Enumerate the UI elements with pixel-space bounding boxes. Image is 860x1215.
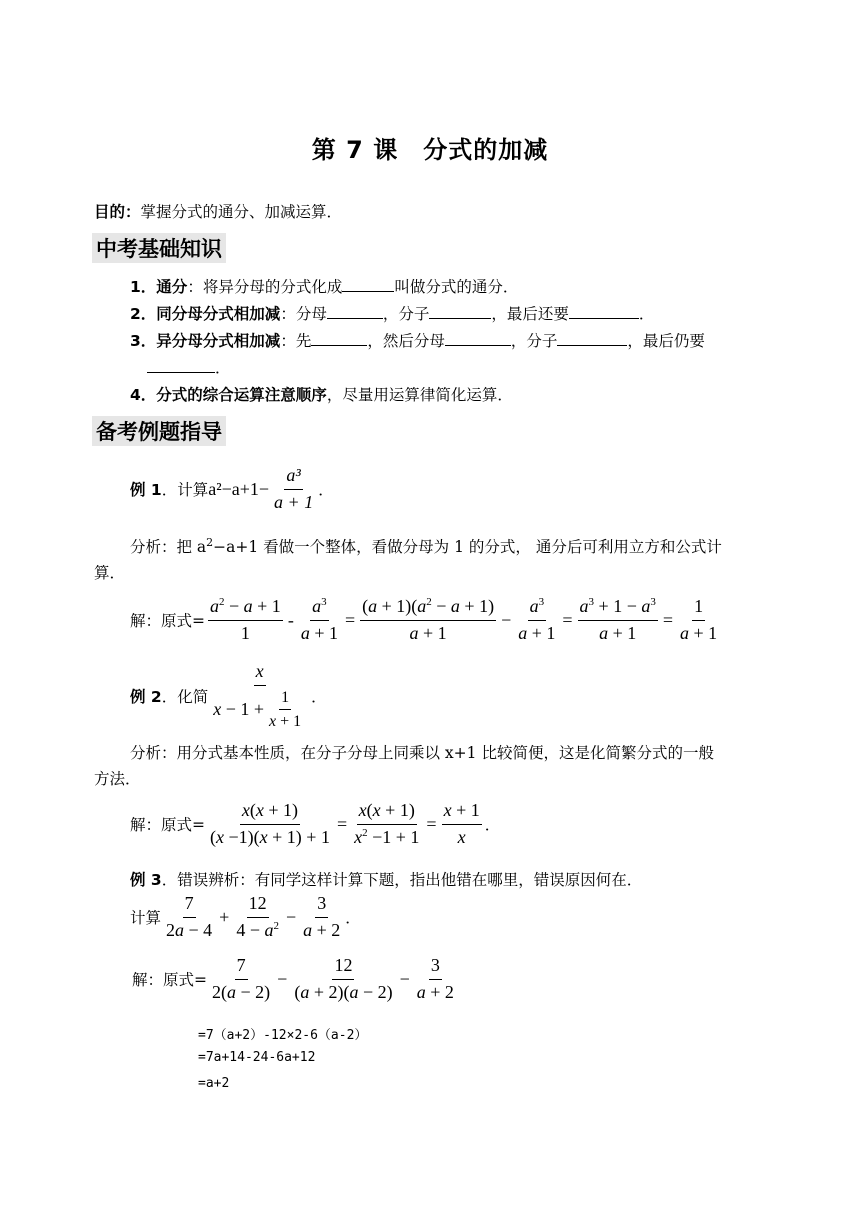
fraction: $\frac{12}{4 - a^2}$ xyxy=(236,893,279,940)
fraction: $\frac{\text{a³}}{a + 1}$ xyxy=(274,465,314,512)
example-3-problem: 例 3．错误辨析：有同学这样计算下题，指出他错在哪里，错误原因何在． xyxy=(130,871,643,889)
complex-fraction: x x − 1 + $\frac{1}{x + 1}$ xyxy=(213,661,302,731)
example-label: 例 1 xyxy=(130,481,162,500)
example-2-analysis-cont: 方法． xyxy=(94,770,141,788)
solution-step-3: =a+2 xyxy=(198,1076,230,1091)
goal-label: 目的： xyxy=(94,203,141,221)
item-term: 通分 xyxy=(156,278,188,296)
answer-blank xyxy=(569,304,639,319)
example-1-solution: 解：原式= $\frac{a^2 - a + 1}{1}$ - $\frac{a^3}{a + 1}$ = $\frac{(a + 1)(a^2 - a + 1)}{a + 1}$ − $\frac{a^3}{a + 1}$ = $\frac{a^3 + 1 - a^3}{a + 1}$ = $\frac{1}{a + 1}$ xyxy=(130,596,718,643)
fraction: $\frac{3}{a + 2}$ xyxy=(416,955,454,1002)
answer-blank xyxy=(557,331,627,346)
item-term: 同分母分式相加减 xyxy=(156,305,281,323)
fraction: $\frac{7}{2a - 4}$ xyxy=(166,893,213,940)
fraction: $\frac{a^3}{a + 1}$ xyxy=(300,596,338,643)
answer-blank xyxy=(342,277,394,292)
example-1-analysis-cont: 算． xyxy=(94,564,126,582)
fraction: $\frac{a^3}{a + 1}$ xyxy=(518,596,556,643)
knowledge-item-4: 4．分式的综合运算注意顺序，尽量用运算律简化运算． xyxy=(130,386,513,404)
goal-text: 掌握分式的通分、加减运算． xyxy=(140,203,343,221)
example-2-analysis: 分析：用分式基本性质，在分子分母上同乘以 x+1 比较简便，这是化简繁分式的一般 xyxy=(130,744,714,762)
fraction: $\frac{3}{a + 2}$ xyxy=(303,893,341,940)
answer-blank xyxy=(147,358,215,373)
fraction: $\frac{a^2 - a + 1}{1}$ xyxy=(210,596,281,643)
item-term: 分式的综合运算注意顺序 xyxy=(156,386,327,404)
section-heading-basics: 中考基础知识 xyxy=(92,233,226,263)
section-heading-examples: 备考例题指导 xyxy=(92,416,226,446)
fraction: $\frac{12}{(a + 2)(a - 2)}$ xyxy=(294,955,393,1002)
example-1-problem: 例 1 ．计算 a²−a+1− $\frac{\text{a³}}{a + 1}$ ． xyxy=(130,465,334,512)
fraction: $\frac{x(x + 1)}{x^2 -1 + 1}$ xyxy=(354,800,420,847)
answer-blank xyxy=(429,304,491,319)
fraction: $\frac{x(x + 1)}{(x -1)(x + 1) + 1}$ xyxy=(210,800,330,847)
goal-line xyxy=(94,200,342,222)
solution-step-1: =7（a+2）-12×2-6（a-2） xyxy=(198,1028,368,1043)
example-3-solution: 解：原式= $\frac{7}{2(a - 2)}$ − $\frac{12}{(a + 2)(a - 2)}$ − $\frac{3}{a + 2}$ xyxy=(132,955,454,1002)
knowledge-item-3: 3．异分母分式相加减：先 ，然后分母 ，分子 ，最后仍要 xyxy=(130,332,705,350)
knowledge-item-1: 1．通分：将异分母的分式化成 叫做分式的通分． xyxy=(130,278,519,296)
example-label: 例 3 xyxy=(130,871,162,889)
answer-blank xyxy=(311,331,367,346)
solution-step-2: =7a+14-24-6a+12 xyxy=(198,1050,316,1065)
page-title: 第 7 课 分式的加减 xyxy=(311,136,549,164)
answer-blank xyxy=(327,304,383,319)
example-label: 例 2 xyxy=(130,688,162,707)
fraction: $\frac{x + 1}{x}$ xyxy=(443,800,480,847)
example-2-solution: 解：原式= $\frac{x(x + 1)}{(x -1)(x + 1) + 1}$ = $\frac{x(x + 1)}{x^2 -1 + 1}$ = $\frac{x + 1}{x}$ ． xyxy=(130,800,501,847)
fraction: $\frac{a^3 + 1 - a^3}{a + 1}$ xyxy=(579,596,656,643)
answer-blank xyxy=(445,331,511,346)
example-2-problem: 例 2 ．化简 x x − 1 + $\frac{1}{x + 1}$ ． xyxy=(130,661,327,731)
knowledge-item-3-cont: ． xyxy=(147,356,231,378)
knowledge-item-2: 2．同分母分式相加减：分母 ，分子 ，最后还要 ． xyxy=(130,305,655,323)
fraction: $\frac{1}{a + 1}$ xyxy=(680,596,718,643)
item-term: 异分母分式相加减 xyxy=(156,332,281,350)
fraction: $\frac{7}{2(a - 2)}$ xyxy=(212,955,271,1002)
example-1-analysis: 分析：把 $a^2-a+1$ 看做一个整体，看做分母为 1 的分式， 通分后可利用立方和公式计 xyxy=(130,535,722,556)
fraction: $\frac{(a + 1)(a^2 - a + 1)}{a + 1}$ xyxy=(362,596,495,643)
example-3-compute: 计算 $\frac{7}{2a - 4}$ + $\frac{12}{4 - a^2}$ − $\frac{3}{a + 2}$ ． xyxy=(130,893,361,940)
